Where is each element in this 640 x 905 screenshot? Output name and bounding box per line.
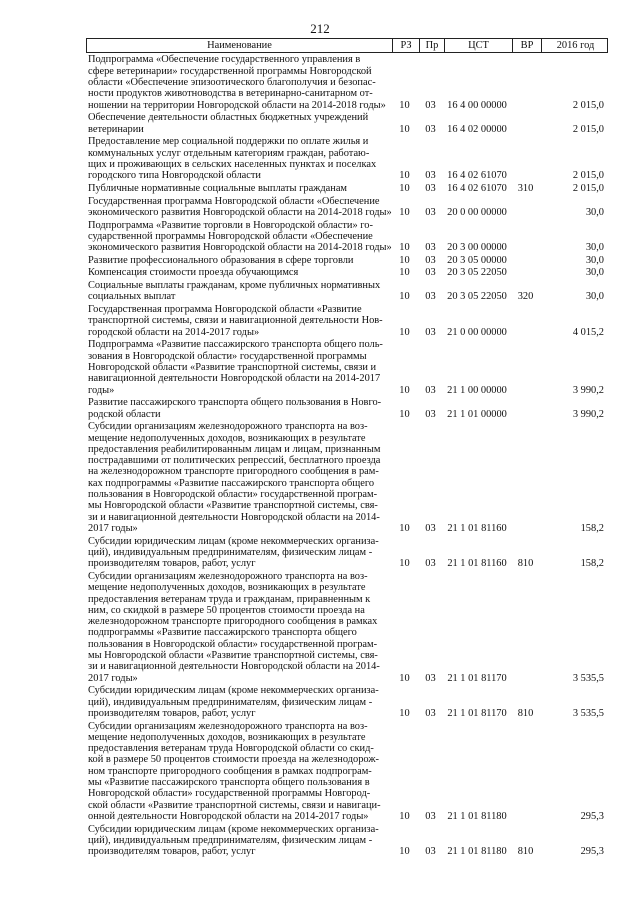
row-name-line: 2017 годы» bbox=[88, 672, 138, 684]
row-value: 158,2 bbox=[580, 558, 604, 570]
row-name-line: предоставления реабилитированным лицам и лицам, признанным bbox=[88, 443, 381, 455]
row-name-line: зи и навигационной деятельности Новгородской области на 2014- bbox=[88, 511, 380, 523]
row-name-line: производителям товаров, работ, услуг bbox=[88, 558, 256, 570]
row-pr: 03 bbox=[425, 672, 436, 684]
table-row bbox=[86, 136, 608, 181]
row-cst: 20 3 05 22050 bbox=[447, 267, 507, 279]
row-name-line: коммунальных услуг отдельным категориям граждан, работаю- bbox=[88, 147, 370, 159]
row-name-line: Субсидии организациям железнодорожного транспорта на воз- bbox=[88, 570, 368, 582]
row-value: 2 015,0 bbox=[572, 170, 604, 182]
row-cst: 21 0 00 00000 bbox=[447, 326, 507, 338]
row-name bbox=[86, 685, 391, 719]
row-rz: 10 bbox=[399, 707, 410, 719]
table-row bbox=[86, 536, 608, 570]
row-name-line: ном транспорте пригородного сообщения в рамках подпрограм- bbox=[88, 765, 372, 777]
row-name-line: экономического развития Новгородской области на 2014-2018 годы» bbox=[88, 242, 392, 254]
row-rz: 10 bbox=[399, 123, 410, 135]
table-row bbox=[86, 54, 608, 110]
row-rz: 10 bbox=[399, 254, 410, 266]
row-pr: 03 bbox=[425, 326, 436, 338]
row-name-line: ций), индивидуальным предпринимателям, физическим лицам - bbox=[88, 834, 373, 846]
row-pr: 03 bbox=[425, 170, 436, 182]
row-name bbox=[86, 536, 391, 570]
row-value: 3 990,2 bbox=[572, 408, 604, 420]
row-rz: 10 bbox=[399, 672, 410, 684]
row-name-line: ций), индивидуальным предпринимателям, физическим лицам - bbox=[88, 696, 373, 708]
row-name-line: Новгородской области» государственной программы Новгород- bbox=[88, 788, 371, 800]
row-pr: 03 bbox=[425, 810, 436, 822]
page-number: 212 bbox=[310, 21, 330, 36]
row-value: 3 535,5 bbox=[572, 707, 604, 719]
row-value: 30,0 bbox=[585, 206, 604, 218]
row-cst: 21 1 01 81180 bbox=[447, 846, 507, 858]
table-row bbox=[86, 267, 608, 278]
row-name-line: подпрограммы «Развитие пассажирского транспорта общего bbox=[88, 627, 357, 639]
row-name-line: Развитие профессионального образования в сфере торговли bbox=[88, 254, 354, 266]
row-cst: 21 1 01 81160 bbox=[447, 558, 507, 570]
row-name-line: экономического развития Новгородской области на 2014-2018 годы» bbox=[88, 206, 392, 218]
row-name bbox=[86, 183, 391, 194]
row-name-line: онной деятельности Новгородской области на 2014-2017 годы» bbox=[88, 810, 369, 822]
row-value: 2 015,0 bbox=[572, 182, 604, 194]
row-pr: 03 bbox=[425, 707, 436, 719]
row-name-line: кой в размере 50 процентов стоимости проезда на железнодорож- bbox=[88, 754, 380, 766]
row-pr: 03 bbox=[425, 182, 436, 194]
row-name bbox=[86, 397, 391, 420]
row-cst: 21 1 01 81160 bbox=[447, 522, 507, 534]
row-cst: 16 4 02 61070 bbox=[447, 182, 507, 194]
row-name bbox=[86, 421, 391, 534]
row-value: 295,3 bbox=[580, 810, 604, 822]
row-name-line: пострадавшими от политических репрессий, бесплатного проезда bbox=[88, 455, 381, 467]
row-name bbox=[86, 220, 391, 254]
table-row bbox=[86, 721, 608, 823]
table-row bbox=[86, 421, 608, 534]
row-rz: 10 bbox=[399, 267, 410, 279]
header-cst: ЦСТ bbox=[444, 39, 512, 52]
row-name-line: пользования в Новгородской области» государственной програм- bbox=[88, 489, 378, 501]
row-rz: 10 bbox=[399, 522, 410, 534]
row-name-line: Публичные нормативные социальные выплаты гражданам bbox=[88, 182, 348, 194]
row-name-line: мещение недополученных доходов, возникающих в результате bbox=[88, 731, 366, 743]
row-name-line: Социальные выплаты гражданам, кроме публичных нормативных bbox=[88, 280, 381, 292]
row-name bbox=[86, 136, 391, 181]
row-name-line: мы Новгородской области «Развитие транспортной системы, свя- bbox=[88, 500, 378, 512]
row-cst: 20 3 00 00000 bbox=[447, 242, 507, 254]
row-cst: 21 1 01 81170 bbox=[447, 707, 507, 719]
row-name-line: городской области на 2014-2017 годы» bbox=[88, 326, 260, 338]
table-row bbox=[86, 685, 608, 719]
row-vr: 310 bbox=[517, 182, 534, 194]
row-cst: 21 1 01 00000 bbox=[447, 408, 507, 420]
row-vr: 810 bbox=[517, 558, 534, 570]
row-cst: 16 4 02 00000 bbox=[447, 123, 507, 135]
row-name bbox=[86, 196, 391, 219]
row-name-line: Субсидии организациям железнодорожного транспорта на воз- bbox=[88, 421, 368, 433]
row-name-line: социальных выплат bbox=[88, 291, 176, 303]
row-name-line: Государственная программа Новгородской области «Развитие bbox=[88, 304, 362, 316]
row-pr: 03 bbox=[425, 123, 436, 135]
row-value: 4 015,2 bbox=[572, 326, 604, 338]
row-value: 30,0 bbox=[585, 291, 604, 303]
row-pr: 03 bbox=[425, 267, 436, 279]
table-row bbox=[86, 397, 608, 420]
row-pr: 03 bbox=[425, 408, 436, 420]
row-rz: 10 bbox=[399, 182, 410, 194]
header-vr: ВР bbox=[512, 39, 541, 52]
row-name-line: сфере ветеринарии» государственной программы Новгородской bbox=[88, 65, 372, 77]
row-name-line: зования в Новгородской области» государственной программы bbox=[88, 350, 367, 362]
row-rz: 10 bbox=[399, 206, 410, 218]
row-cst: 20 3 05 00000 bbox=[447, 254, 507, 266]
table-body bbox=[86, 54, 608, 857]
row-name-line: родской области bbox=[88, 408, 161, 420]
table-row bbox=[86, 220, 608, 254]
row-rz: 10 bbox=[399, 846, 410, 858]
row-pr: 03 bbox=[425, 206, 436, 218]
row-value: 158,2 bbox=[580, 522, 604, 534]
row-name bbox=[86, 267, 391, 278]
row-pr: 03 bbox=[425, 384, 436, 396]
row-name-line: Государственная программа Новгородской области «Обеспечение bbox=[88, 195, 380, 207]
row-name-line: щих и проживающих в сельских населенных пунктах и поселках bbox=[88, 158, 377, 170]
row-name-line: железнодорожном транспорте пригородного сообщения в рамках bbox=[88, 616, 378, 628]
row-rz: 10 bbox=[399, 291, 410, 303]
row-name-line: Субсидии юридическим лицам (кроме некоммерческих организа- bbox=[88, 535, 379, 547]
row-name-line: ветеринарии bbox=[88, 123, 144, 135]
table-row bbox=[86, 304, 608, 338]
budget-table bbox=[86, 38, 608, 858]
row-name bbox=[86, 721, 391, 823]
row-name-line: мы «Развитие пассажирского транспорта общего пользования в bbox=[88, 777, 370, 789]
row-rz: 10 bbox=[399, 810, 410, 822]
row-name-line: производителям товаров, работ, услуг bbox=[88, 846, 256, 858]
row-name-line: ской области «Развитие транспортной системы, связи и навигаци- bbox=[88, 799, 381, 811]
row-rz: 10 bbox=[399, 384, 410, 396]
row-cst: 21 1 00 00000 bbox=[447, 384, 507, 396]
header-year: 2016 год bbox=[541, 39, 609, 52]
table-row bbox=[86, 571, 608, 684]
row-name bbox=[86, 824, 391, 858]
table-row bbox=[86, 280, 608, 303]
row-name-line: области «Обеспечение эпизоотического благополучия и безопас- bbox=[88, 76, 376, 88]
row-value: 3 990,2 bbox=[572, 384, 604, 396]
row-name-line: мещение недополученных доходов, возникающих в результате bbox=[88, 432, 366, 444]
row-name bbox=[86, 280, 391, 303]
row-pr: 03 bbox=[425, 99, 436, 111]
row-name-line: предоставления ветеранам труда Новгородской области со скид- bbox=[88, 743, 374, 755]
row-cst: 16 4 00 00000 bbox=[447, 99, 507, 111]
row-name-line: Субсидии юридическим лицам (кроме некоммерческих организа- bbox=[88, 823, 379, 835]
row-value: 30,0 bbox=[585, 242, 604, 254]
header-name: Наименование bbox=[207, 40, 272, 51]
row-name-line: Предоставление мер социальной поддержки по оплате жилья и bbox=[88, 136, 369, 148]
row-value: 295,3 bbox=[580, 846, 604, 858]
row-name bbox=[86, 571, 391, 684]
row-cst: 20 3 05 22050 bbox=[447, 291, 507, 303]
row-value: 2 015,0 bbox=[572, 99, 604, 111]
row-name-line: Новгородской области «Развитие транспортной системы, связи и bbox=[88, 362, 377, 374]
row-rz: 10 bbox=[399, 558, 410, 570]
row-name bbox=[86, 339, 391, 395]
row-name-line: пользования в Новгородской области» государственной програм- bbox=[88, 638, 378, 650]
row-name-line: 2017 годы» bbox=[88, 522, 138, 534]
row-name-line: ках подпрограммы «Развитие пассажирского транспорта общего bbox=[88, 477, 375, 489]
table-row bbox=[86, 112, 608, 135]
table-row bbox=[86, 196, 608, 219]
row-value: 3 535,5 bbox=[572, 672, 604, 684]
row-name-line: Обеспечение деятельности областных бюджетных учреждений bbox=[88, 112, 369, 124]
row-name bbox=[86, 54, 391, 110]
table-row bbox=[86, 824, 608, 858]
row-name-line: Подпрограмма «Развитие торговли в Новгородской области» го- bbox=[88, 219, 373, 231]
row-value: 2 015,0 bbox=[572, 123, 604, 135]
row-rz: 10 bbox=[399, 326, 410, 338]
row-pr: 03 bbox=[425, 242, 436, 254]
row-rz: 10 bbox=[399, 99, 410, 111]
table-header bbox=[86, 38, 608, 53]
row-cst: 21 1 01 81180 bbox=[447, 810, 507, 822]
row-rz: 10 bbox=[399, 242, 410, 254]
row-name-line: ций), индивидуальным предпринимателям, физическим лицам - bbox=[88, 546, 373, 558]
row-cst: 16 4 02 61070 bbox=[447, 170, 507, 182]
row-cst: 21 1 01 81170 bbox=[447, 672, 507, 684]
row-name bbox=[86, 304, 391, 338]
row-cst: 20 0 00 00000 bbox=[447, 206, 507, 218]
row-name-line: навигационной деятельности Новгородской области на 2014-2017 bbox=[88, 373, 381, 385]
row-name-line: Компенсация стоимости проезда обучающимся bbox=[88, 267, 299, 279]
row-name-line: мещение недополученных доходов, возникающих в результате bbox=[88, 582, 366, 594]
header-pr: Пр bbox=[419, 39, 444, 52]
row-name-line: Подпрограмма «Развитие пассажирского транспорта общего поль- bbox=[88, 339, 383, 351]
row-pr: 03 bbox=[425, 522, 436, 534]
row-name-line: Развитие пассажирского транспорта общего пользования в Новго- bbox=[88, 397, 382, 409]
row-value: 30,0 bbox=[585, 267, 604, 279]
row-name-line: на железнодорожном транспорте пригородного сообщения в рам- bbox=[88, 466, 379, 478]
row-rz: 10 bbox=[399, 408, 410, 420]
row-name-line: зи и навигационной деятельности Новгородской области на 2014- bbox=[88, 661, 380, 673]
row-vr: 810 bbox=[517, 707, 534, 719]
row-name-line: сударственной программы Новгородской области «Обеспечение bbox=[88, 230, 373, 242]
row-name-line: транспортной системы, связи и навигационной деятельности Нов- bbox=[88, 315, 383, 327]
table-row bbox=[86, 255, 608, 266]
row-pr: 03 bbox=[425, 254, 436, 266]
row-name-line: ности продуктов животноводства в ветеринарно-санитарном от- bbox=[88, 88, 373, 100]
row-rz: 10 bbox=[399, 170, 410, 182]
row-name-line: предоставления ветеранам труда и гражданам, приравненным к bbox=[88, 593, 371, 605]
row-name-line: Субсидии организациям железнодорожного транспорта на воз- bbox=[88, 720, 368, 732]
row-vr: 810 bbox=[517, 846, 534, 858]
row-name-line: Субсидии юридическим лицам (кроме некоммерческих организа- bbox=[88, 685, 379, 697]
row-name bbox=[86, 255, 391, 266]
table-row bbox=[86, 183, 608, 194]
row-pr: 03 bbox=[425, 291, 436, 303]
table-row bbox=[86, 339, 608, 395]
row-name-line: ношении на территории Новгородской области на 2014-2018 годы» bbox=[88, 99, 386, 111]
row-name-line: городского типа Новгородской области bbox=[88, 170, 261, 182]
row-name-line: ним, со скидкой в размере 50 процентов стоимости проезда на bbox=[88, 604, 365, 616]
row-name bbox=[86, 112, 391, 135]
row-value: 30,0 bbox=[585, 254, 604, 266]
row-pr: 03 bbox=[425, 558, 436, 570]
row-name-line: мы Новгородской области «Развитие транспортной системы, свя- bbox=[88, 650, 378, 661]
row-vr: 320 bbox=[517, 291, 534, 303]
header-rz: РЗ bbox=[392, 39, 419, 52]
row-pr: 03 bbox=[425, 846, 436, 858]
row-name-line: производителям товаров, работ, услуг bbox=[88, 707, 256, 719]
row-name-line: Подпрограмма «Обеспечение государственного управления в bbox=[88, 54, 361, 66]
row-name-line: годы» bbox=[88, 384, 115, 396]
